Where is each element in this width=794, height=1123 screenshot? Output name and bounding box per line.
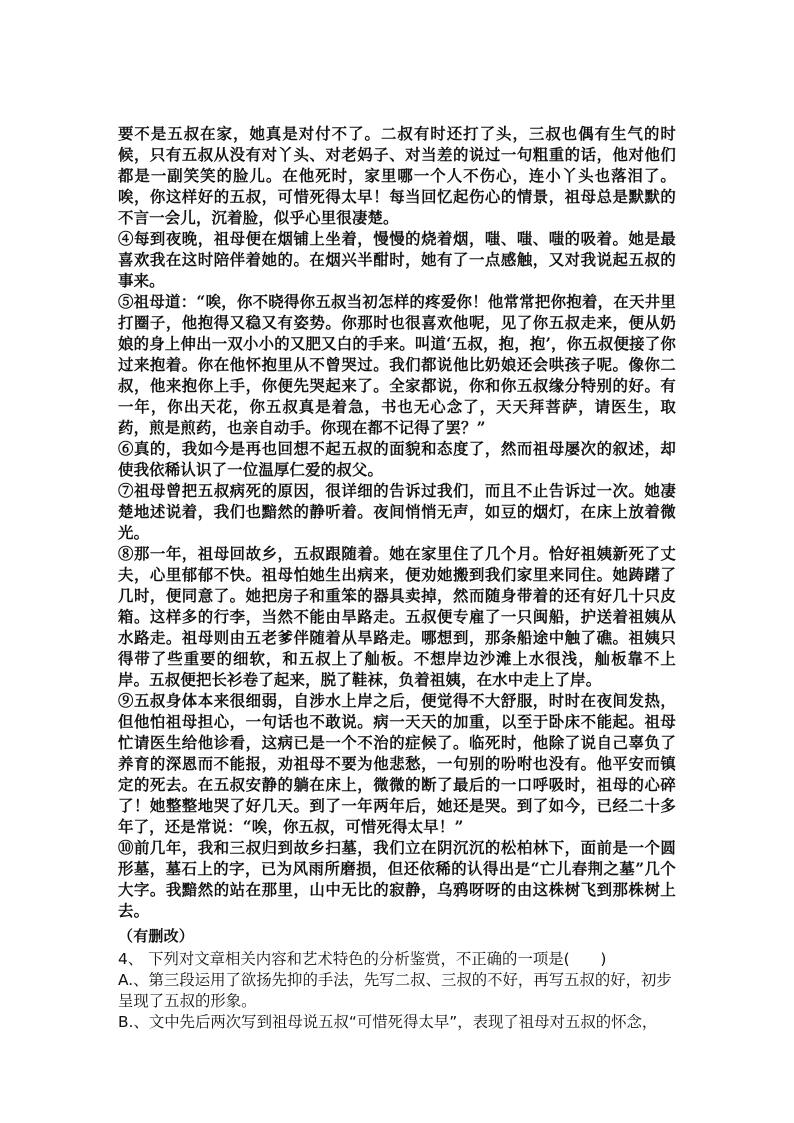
source-note: （有删改） — [118, 927, 195, 945]
passage — [118, 124, 676, 947]
passage-paragraph-4: ④每到夜晚，祖母便在烟铺上坐着，慢慢的烧着烟，嗤、嗤、嗤的吸着。她是最喜欢我在这时陪伴着她的。在烟兴半酣时，她有了一点感触，又对我说起五叔的事来。 — [118, 230, 676, 290]
question-option-b: B.、文中先后两次写到祖母说五叔“可惜死得太早”，表现了祖母对五叔的怀念， — [118, 1013, 658, 1031]
passage-paragraph-10: ⑩前几年，我和三叔归到故乡扫墓，我们立在阴沉沉的松柏林下，面前是一个圆形墓，墓石上的字，已为风雨所磨损，但还依稀的认得出是“亡儿春荆之墓”几个大字。我黯然的站在那里，山中无比的寂静，乌鸦呀呀的由这株树飞到那株树上去。 — [118, 839, 676, 920]
document-content — [118, 124, 676, 1033]
question-stem: 4、 下列对文章相关内容和艺术特色的分析鉴赏，不正确的一项是( ) — [118, 950, 607, 968]
passage-paragraph-3-continued: 要不是五叔在家，她真是对付不了。二叔有时还打了头，三叔也偶有生气的时候，只有五叔从没有对丫头、对老妈子、对当差的说过一句粗重的话，他对他们都是一副笑笑的脸儿。在他死时，家里哪一个人不伤心，连小丫头也落泪了。唉，你这样好的五叔，可惜死得太早！每当回忆起伤心的情景，祖母总是默默的不言一会儿，沉着脸，似乎心里很凄楚。 — [118, 125, 676, 227]
question-option-a: A.、第三段运用了欲扬先抑的手法，先写二叔、三叔的不好，再写五叔的好，初步呈现了五叔的形象。 — [118, 971, 672, 1010]
passage-paragraph-5: ⑤祖母道：“唉，你不晓得你五叔当初怎样的疼爱你！他常常把你抱着，在天井里打圈子，他抱得又稳又有姿势。你那时也很喜欢他呢，见了你五叔走来，便从奶娘的身上伸出一双小小的又肥又白的手来。叫道‘五叔，抱，抱’，你五叔便接了你过来抱着。你在他怀抱里从不曾哭过。我们都说他比奶娘还会哄孩子呢。像你二叔，他来抱你上手，你便先哭起来了。全家都说，你和你五叔缘分特别的好。有一年，你出天花，你五叔真是着急，书也无心念了，天天拜菩萨，请医生，取药，煎是煎药，也亲自动手。你现在都不记得了罢？” — [118, 293, 676, 437]
passage-paragraph-9: ⑨五叔身体本来很细弱，自涉水上岸之后，便觉得不大舒服，时时在夜间发热，但他怕祖母担心，一句话也不敢说。病一天天的加重，以至于卧床不能起。祖母忙请医生给他诊看，这病已是一个不治的症候了。临死时，他除了说自己辜负了养育的深恩而不能报，劝祖母不要为他悲愁，一句别的吩咐也没有。他平安而镇定的死去。在五叔安静的躺在床上，微微的断了最后的一口呼吸时，祖母的心碎了！她整整地哭了好几天。到了一年两年后，她还是哭。到了如今，已经二十多年了，还是常说：“唉，你五叔，可惜死得太早！” — [118, 692, 676, 836]
passage-paragraph-8: ⑧那一年，祖母回故乡，五叔跟随着。她在家里住了几个月。恰好祖姨新死了丈夫，心里郁郁不快。祖母怕她生出病来，便劝她搬到我们家里来同住。她踌躇了几时，便同意了。她把房子和重笨的器具卖掉，然而随身带着的还有好几十只皮箱。这样多的行李，当然不能由旱路走。五叔便专雇了一只闽船，护送着祖姨从水路走。祖母则由五老爹伴随着从旱路走。哪想到，那条船途中触了礁。祖姨只得带了些重要的细软，和五叔上了舢板。不想岸边沙滩上水很浅，舢板靠不上岸。五叔便把长衫卷了起来，脱了鞋袜，负着祖姨，在水中走上了岸。 — [118, 545, 676, 689]
question-block — [118, 949, 676, 1033]
passage-paragraph-7: ⑦祖母曾把五叔病死的原因，很详细的告诉过我们，而且不止告诉过一次。她凄楚地述说着，我们也黯然的静听着。夜间悄悄无声，如豆的烟灯，在床上放着微光。 — [118, 482, 676, 542]
passage-paragraph-6: ⑥真的，我如今是再也回想不起五叔的面貌和态度了，然而祖母屡次的叙述，却使我依稀认识了一位温厚仁爱的叔父。 — [118, 440, 676, 479]
